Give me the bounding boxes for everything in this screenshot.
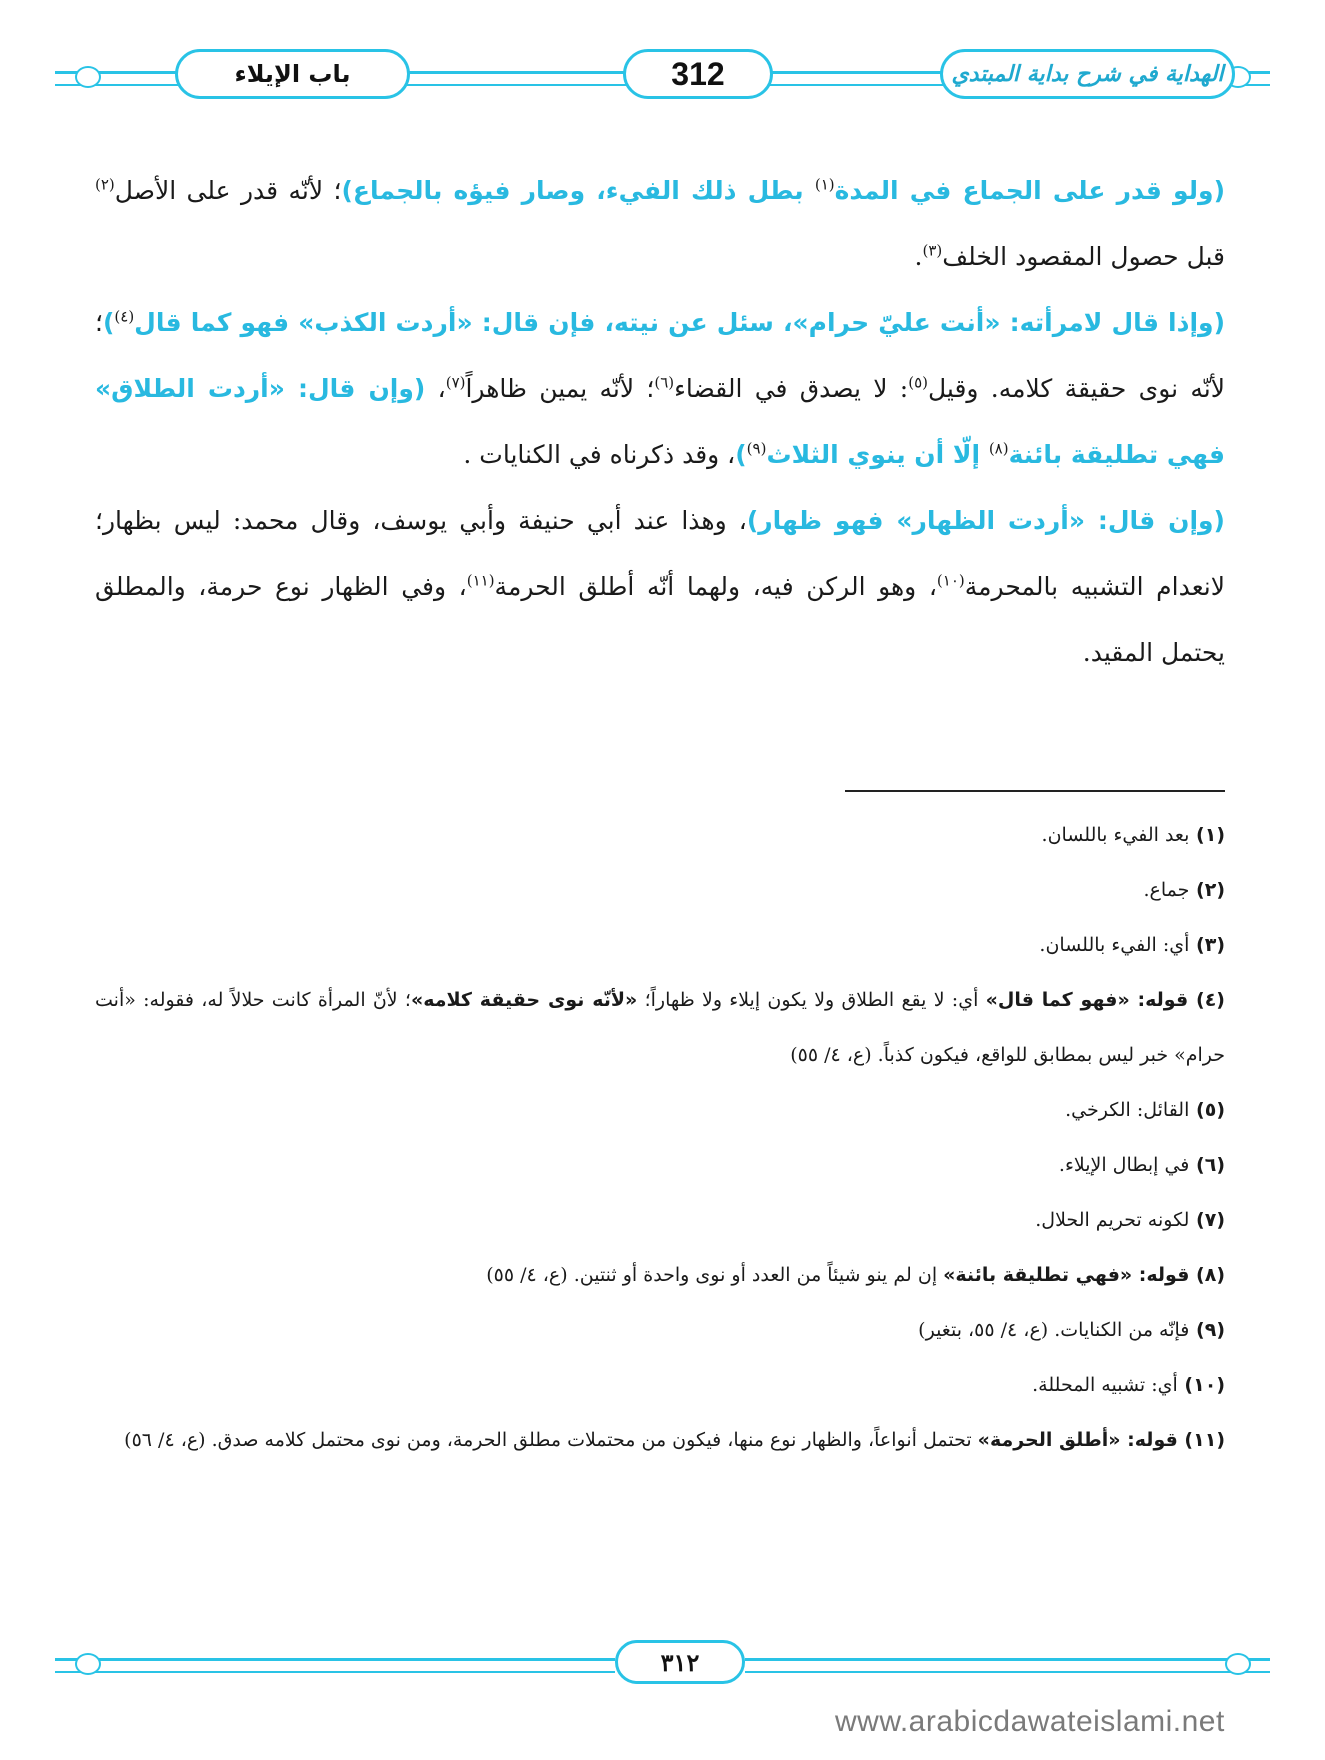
sharh-text: ، وفي الظهار نوع حرمة، والمطلق يحتمل المقيد. xyxy=(95,572,1225,667)
book-title-box xyxy=(940,49,1235,99)
footnotes xyxy=(95,808,1225,1468)
footnote-text: أي: تشبيه المحللة. xyxy=(1032,1374,1178,1396)
matn-text: ) xyxy=(735,440,747,469)
footer-page-number-box xyxy=(615,1640,745,1684)
matn-text: بطل ذلك الفيء، وصار فيؤه بالجماع) xyxy=(341,176,815,205)
sharh-text: ؛ لأنّه نوى حقيقة كلامه. وقيل xyxy=(95,308,1225,403)
paragraph xyxy=(95,290,1225,488)
footnote-number: (٨) xyxy=(1189,1264,1225,1286)
paragraph xyxy=(95,488,1225,686)
footnote-ref: (٦) xyxy=(654,373,675,392)
sharh-text: ، xyxy=(425,374,446,403)
footnote-number: (٣) xyxy=(1189,934,1225,956)
sharh-text: ، وهو الركن فيه، ولهما أنّه أطلق الحرمة xyxy=(494,572,937,601)
footnote-text: قوله: «أطلق الحرمة» xyxy=(977,1429,1178,1451)
footnote xyxy=(95,973,1225,1083)
footnote-text: «لأنّه نوى حقيقة كلامه» xyxy=(410,989,638,1011)
paragraph xyxy=(95,158,1225,290)
footnote-ref: (٩) xyxy=(746,439,767,458)
footnote xyxy=(95,1248,1225,1303)
footnote-text: إن لم ينو شيئاً من العدد أو نوى واحدة أو ثنتين. (ع، ٤/ ٥٥) xyxy=(486,1264,944,1286)
footnote-text: قوله: «فهي تطليقة بائنة» xyxy=(943,1264,1190,1286)
footnote xyxy=(95,863,1225,918)
footnote-ref: (٨) xyxy=(988,439,1009,458)
footnote-number: (٧) xyxy=(1189,1209,1225,1231)
footnote-text: القائل: الكرخي. xyxy=(1065,1099,1190,1121)
sharh-text: : لا يصدق في القضاء xyxy=(674,374,909,403)
matn-text: إلّا أن ينوي الثلاث xyxy=(766,440,989,469)
website-watermark: www.arabicdawateislami.net xyxy=(835,1705,1225,1738)
footnote-number: (٢) xyxy=(1189,879,1225,901)
sharh-text: ، وهذا عند أبي حنيفة وأبي يوسف، وقال محمد: ليس بظهار؛ لانعدام التشبيه بالمحرمة xyxy=(95,506,1225,601)
footnote-number: (١٠) xyxy=(1177,1374,1225,1396)
footnote-ref: (١١) xyxy=(466,571,495,590)
footer-rule-right xyxy=(745,1658,1270,1673)
sharh-text: ؛ لأنّه قدر على الأصل xyxy=(114,176,342,205)
footnote xyxy=(95,1358,1225,1413)
footnote-number: (١) xyxy=(1189,824,1225,846)
matn-text: (وإن قال: «أردت الطلاق» فهي تطليقة بائنة xyxy=(95,374,1225,469)
footnote-ref: (٢) xyxy=(95,175,115,194)
ornament-icon xyxy=(75,66,101,88)
footnote xyxy=(95,1303,1225,1358)
matn-text: ) xyxy=(102,308,115,337)
footer-rule-left xyxy=(55,1658,615,1673)
footnote-text: في إبطال الإيلاء. xyxy=(1058,1154,1190,1176)
footnote-ref: (٣) xyxy=(922,241,943,260)
footnote-text: فإنّه من الكنايات. (ع، ٤/ ٥٥، بتغير) xyxy=(918,1319,1190,1341)
sharh-text: ؛ لأنّه يمين ظاهراً xyxy=(465,374,655,403)
footnote-ref: (٤) xyxy=(114,307,135,326)
footnote-ref: (٧) xyxy=(445,373,466,392)
chapter-title-box xyxy=(175,49,410,99)
footnote xyxy=(95,1193,1225,1248)
footnote-divider xyxy=(845,790,1225,792)
sharh-text: ، وقد ذكرناه في الكنايات . xyxy=(463,440,736,469)
matn-text: (وإذا قال لامرأته: «أنت عليّ حرام»، سئل عن نيته، فإن قال: «أردت الكذب» فهو كما قال xyxy=(134,308,1225,337)
footer-page-number: ٣١٢ xyxy=(660,1647,700,1677)
page-footer xyxy=(55,1640,1270,1690)
matn-text: (وإن قال: «أردت الظهار» فهو ظهار) xyxy=(746,506,1225,535)
footnote-ref: (١) xyxy=(814,175,835,194)
sharh-text: قبل حصول المقصود الخلف xyxy=(942,242,1225,271)
footnote-text: جماع. xyxy=(1143,879,1190,901)
footnote xyxy=(95,918,1225,973)
chapter-title: باب الإيلاء xyxy=(234,60,351,88)
footnote-ref: (٥) xyxy=(908,373,928,392)
footnote-text: أي: لا يقع الطلاق ولا يكون إيلاء ولا ظهاراً؛ xyxy=(637,989,986,1011)
sharh-text: . xyxy=(914,242,923,271)
page-number: 312 xyxy=(671,55,725,92)
footnote-number: (٥) xyxy=(1189,1099,1225,1121)
footnote xyxy=(95,1138,1225,1193)
footnote-number: (١١) xyxy=(1177,1429,1225,1451)
footnote-number: (٩) xyxy=(1189,1319,1225,1341)
footnote-text: قوله: «فهو كما قال» xyxy=(985,989,1189,1011)
footnote-text: أي: الفيء باللسان. xyxy=(1039,934,1190,956)
footnote-number: (٤) xyxy=(1188,989,1225,1011)
page-header xyxy=(55,44,1270,108)
footnote-text: تحتمل أنواعاً، والظهار نوع منها، فيكون من محتملات مطلق الحرمة، ومن نوى محتمل كلامه صدق. (ع، ٤/ ٥٦) xyxy=(124,1429,978,1451)
footnote-ref: (١٠) xyxy=(936,571,965,590)
footnote xyxy=(95,1083,1225,1138)
footnote-text: ؛ لأنّ المرأة كانت حلالاً له، فقوله: «أنت حرام» خبر ليس بمطابق للواقع، فيكون كذباً. (ع، ٤/ ٥٥) xyxy=(95,989,1225,1066)
footnote xyxy=(95,808,1225,863)
footnote-text: بعد الفيء باللسان. xyxy=(1041,824,1190,846)
page-number-box xyxy=(623,49,773,99)
footnote xyxy=(95,1413,1225,1468)
main-text xyxy=(95,158,1225,686)
book-title: الهداية في شرح بداية المبتدي xyxy=(951,61,1224,87)
ornament-icon xyxy=(1225,1653,1251,1675)
ornament-icon xyxy=(75,1653,101,1675)
footnote-number: (٦) xyxy=(1189,1154,1225,1176)
footnote-text: لكونه تحريم الحلال. xyxy=(1035,1209,1190,1231)
matn-text: (ولو قدر على الجماع في المدة xyxy=(834,176,1225,205)
